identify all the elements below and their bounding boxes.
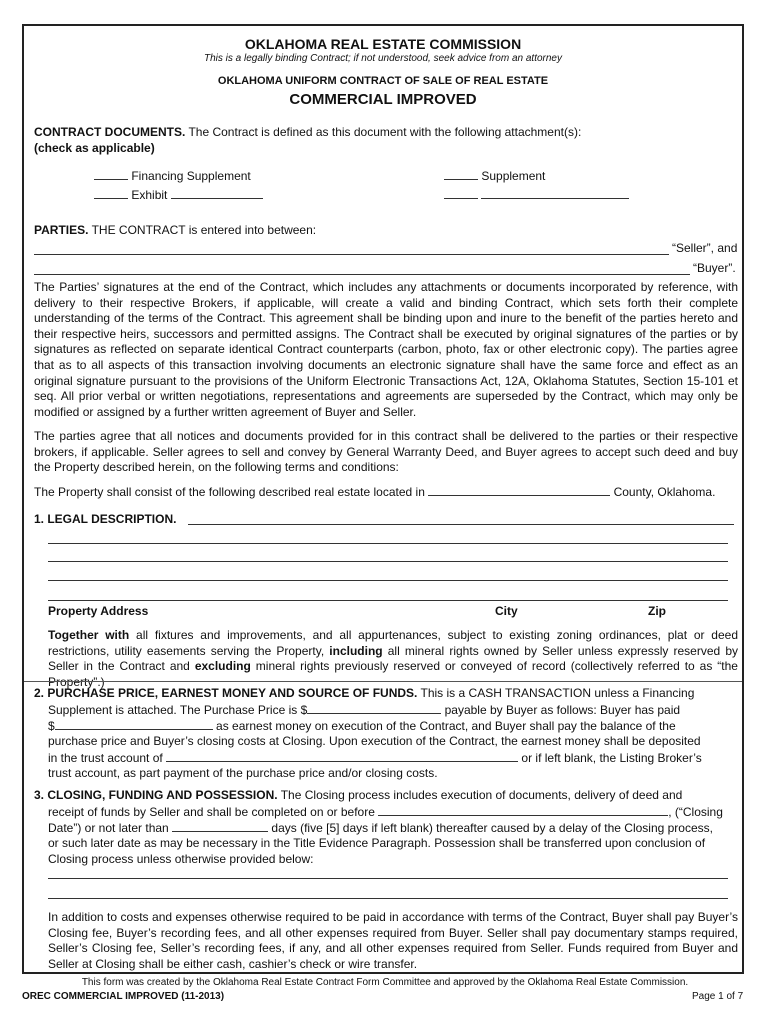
section2-line-2 xyxy=(48,718,676,735)
excluding-label: excluding xyxy=(194,659,251,674)
purchase-price-intro: This is a CASH TRANSACTION unless a Financing xyxy=(420,686,695,700)
legal-description-heading: 1. LEGAL DESCRIPTION. xyxy=(34,512,177,526)
exhibit-name-blank[interactable] xyxy=(171,187,263,199)
check-instruction: (check as applicable) xyxy=(34,141,155,155)
property-location-line xyxy=(34,484,715,501)
city-label: City xyxy=(495,604,518,618)
seller-name-line[interactable] xyxy=(34,254,669,255)
supplement-blank[interactable] xyxy=(444,168,478,180)
contract-documents-text: The Contract is defined as this document with the following attachment(s): xyxy=(188,125,582,139)
section2-line-4 xyxy=(48,750,702,767)
financing-supplement-option xyxy=(94,168,251,185)
buyer-label: “Buyer”. xyxy=(693,261,736,275)
delay-days-text: days (five [5] days if left blank) thereafter caused by a delay of the Closing process, xyxy=(271,821,713,835)
purchase-price-heading: 2. PURCHASE PRICE, EARNEST MONEY AND SOURCE OF FUNDS. xyxy=(34,686,418,700)
closing-date-text: receipt of funds by Seller and shall be completed on or before xyxy=(48,805,375,819)
property-address-line[interactable] xyxy=(48,600,728,601)
buyer-name-line[interactable] xyxy=(34,274,690,275)
parties-line xyxy=(34,223,316,239)
legal-description-line-3[interactable] xyxy=(48,561,728,562)
closing-heading: 3. CLOSING, FUNDING AND POSSESSION. xyxy=(34,788,278,802)
section2-line-1 xyxy=(48,702,680,719)
section2-line-0 xyxy=(34,686,694,702)
trust-account-text: in the trust account of xyxy=(48,751,163,765)
contract-type: COMMERCIAL IMPROVED xyxy=(289,91,477,108)
supplement-label: Supplement xyxy=(481,169,546,183)
section-divider xyxy=(24,681,742,682)
together-with-text: all fixtures and improvements, and all appurtenances, subject to existing zoning ordinances, plat or deed restrictions, utility easements serving the Property, xyxy=(48,628,738,658)
legal-description-line-2[interactable] xyxy=(48,543,728,544)
section3-line-3: or such later date as may be necessary in the Title Evidence Paragraph. Possession shall be transferred upon conclusion of xyxy=(48,836,706,850)
financing-supplement-blank[interactable] xyxy=(94,168,128,180)
closing-costs-paragraph: In addition to costs and expenses otherwise required to be paid in accordance with terms of the Contract, Buyer shall pay Buyer’s Closing fee, Buyer’s recording fees, and all other expenses required from Buyer. Seller shall pay documentary stamps required, Seller’s Closing fee, Seller’s recording fees, if any, and all other expenses required from Seller. Funds required from Buyer and Seller at Closing shall be either cash, cashier’s check or wire transfer. xyxy=(48,910,738,971)
other-attachment-name-blank[interactable] xyxy=(481,187,629,199)
binding-contract-paragraph: The Parties’ signatures at the end of the Contract, which includes any attachments or documents incorporated by reference, with delivery to their respective Brokers, if applicable, will create a valid and binding Contract, which sets forth their complete understanding of the terms of the Contract. This agreement shall be binding upon and inure to the benefit of the parties hereto and their respective heirs, successors and permitted assigns. The Contract shall be executed by original signatures of the parties or by signatures as reflected on separate identical Contract counterparts (carbon, photo, fax or other electronic copy). The parties agree that as to all aspects of this transaction involving documents an electronic signature shall have the same force and effect as an original signature pursuant to the provisions of the Uniform Electronic Transactions Act, 12A, Oklahoma Statutes, Section 15-101 et seq. All prior verbal or written negotiations, representations and agreements are superseded by the Contract, which may only be modified or assigned by a further written agreement of Buyer and Seller. xyxy=(34,280,738,419)
purchase-price-text: Supplement is attached. The Purchase Price is $ xyxy=(48,703,308,717)
not-later-than-text: Date”) or not later than xyxy=(48,821,169,835)
zip-label: Zip xyxy=(648,604,666,618)
section3-line-4: Closing process unless otherwise provided below: xyxy=(48,852,314,866)
other-attachment-option xyxy=(444,187,629,204)
disclaimer: This is a legally binding Contract; if not understood, seek advice from an attorney xyxy=(204,53,562,64)
section3-line-1 xyxy=(48,804,723,821)
possession-line-2[interactable] xyxy=(48,898,728,899)
section3-line-0 xyxy=(34,788,682,804)
property-location-prefix: The Property shall consist of the following described real estate located in xyxy=(34,485,425,499)
footer-note: This form was created by the Oklahoma Real Estate Contract Form Committee and approved by the Oklahoma Real Estate Commission. xyxy=(81,977,689,988)
form-id: OREC COMMERCIAL IMPROVED (11-2013) xyxy=(22,991,225,1002)
including-label: including xyxy=(329,643,383,658)
seller-label: “Seller”, and xyxy=(672,241,738,255)
earnest-dollar-sign: $ xyxy=(48,719,55,733)
other-attachment-check-blank[interactable] xyxy=(444,187,478,199)
earnest-money-text: as earnest money on execution of the Contract, and Buyer shall pay the balance of the xyxy=(216,719,676,733)
section2-line-3: purchase price and Buyer’s closing costs at Closing. Upon execution of the Contract, the earnest money shall be deposited xyxy=(48,734,701,748)
contract-page xyxy=(22,24,744,974)
payable-text: payable by Buyer as follows: Buyer has paid xyxy=(444,703,681,717)
property-location-suffix: County, Oklahoma. xyxy=(613,485,716,499)
supplement-option xyxy=(444,168,545,185)
listing-broker-text: or if left blank, the Listing Broker’s xyxy=(521,751,702,765)
contract-name: OKLAHOMA UNIFORM CONTRACT OF SALE OF REAL ESTATE xyxy=(217,75,549,87)
page-number: Page 1 of 7 xyxy=(692,991,744,1002)
legal-description-line-1[interactable] xyxy=(188,524,734,525)
closing-date-label: , (“Closing xyxy=(668,805,723,819)
exhibit-check-blank[interactable] xyxy=(94,187,128,199)
including-text: all mineral rights owned by Seller unless expressly reserved by Seller in the Contract and xyxy=(48,643,738,674)
notices-paragraph: The parties agree that all notices and documents provided for in this contract shall be delivered to the parties or their respective brokers, if applicable. Seller agrees to sell and convey by General Warranty Deed, and Buyer agrees to accept such deed and buy the Property described herein, on the following terms and conditions: xyxy=(34,429,738,475)
commission-title: OKLAHOMA REAL ESTATE COMMISSION xyxy=(244,36,522,52)
county-blank[interactable] xyxy=(428,484,610,496)
delay-days-blank[interactable] xyxy=(172,820,268,832)
exhibit-option xyxy=(94,187,263,204)
excluding-text: mineral rights previously reserved or conveyed of record (collectively referred to as “the Property”.) xyxy=(48,659,738,689)
closing-intro: The Closing process includes execution of documents, delivery of deed and xyxy=(280,788,683,802)
exhibit-label: Exhibit xyxy=(131,188,168,202)
earnest-money-blank[interactable] xyxy=(55,718,213,730)
trust-account-blank[interactable] xyxy=(166,750,518,762)
together-with-label: Together with xyxy=(48,628,130,642)
closing-date-blank[interactable] xyxy=(378,804,668,816)
possession-line-1[interactable] xyxy=(48,878,728,879)
parties-text: THE CONTRACT is entered into between: xyxy=(91,223,317,237)
contract-documents-heading: CONTRACT DOCUMENTS. xyxy=(34,125,186,139)
financing-supplement-label: Financing Supplement xyxy=(131,169,251,183)
contract-documents-line xyxy=(34,125,581,141)
section2-line-5: trust account, as part payment of the purchase price and/or closing costs. xyxy=(48,766,438,780)
legal-description-line-4[interactable] xyxy=(48,580,728,581)
section3-line-2 xyxy=(48,820,713,837)
property-address-label: Property Address xyxy=(48,604,149,618)
parties-heading: PARTIES. xyxy=(34,223,89,237)
purchase-price-blank[interactable] xyxy=(307,702,441,714)
